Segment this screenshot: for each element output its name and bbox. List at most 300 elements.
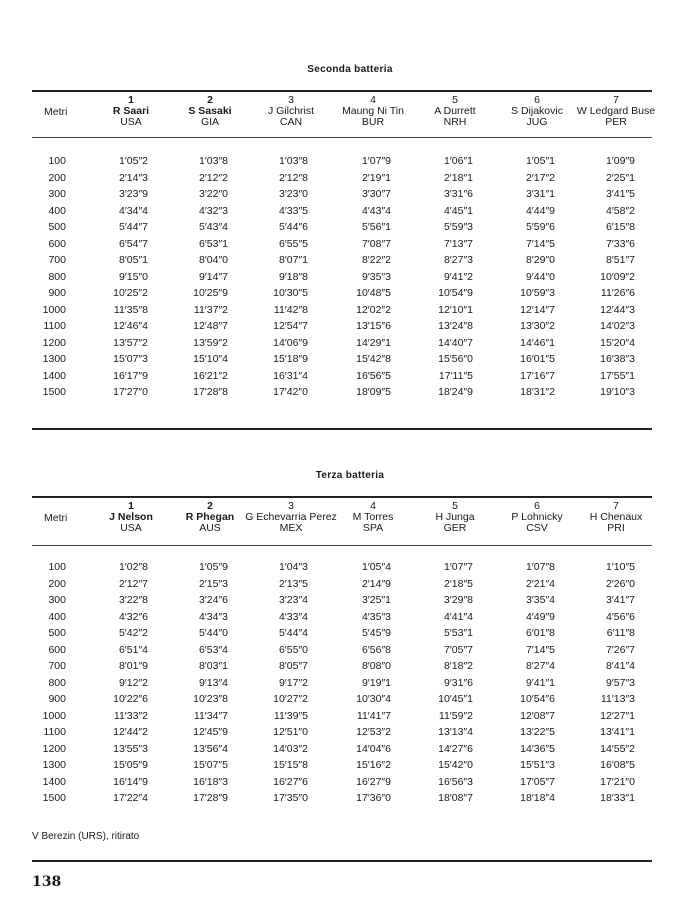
split-time-cell: 15′18″9 xyxy=(273,353,308,365)
split-time-cell: 10′54″6 xyxy=(520,693,555,705)
distance-cell: 800 xyxy=(48,270,66,283)
distance-cell: 1100 xyxy=(43,320,66,332)
table-row xyxy=(0,743,700,760)
table-row xyxy=(0,594,700,611)
table-row xyxy=(0,370,700,387)
table-row xyxy=(0,353,700,370)
split-time-cell: 17′28″9 xyxy=(193,792,228,804)
split-time-cell: 6′01″8 xyxy=(525,627,555,639)
split-time-cell: 15′16″2 xyxy=(356,759,391,771)
split-time-cell: 13′56″4 xyxy=(193,742,228,755)
header-bottom-rule xyxy=(32,545,652,546)
split-time-cell: 12′45″9 xyxy=(193,726,228,738)
split-time-cell: 2′19″1 xyxy=(361,171,391,184)
table-row xyxy=(0,238,700,255)
split-time-cell: 10′23″8 xyxy=(193,693,228,705)
split-time-cell: 1′07″7 xyxy=(443,561,473,573)
split-time-cell: 9′19″1 xyxy=(361,676,391,689)
split-time-cell: 8′04″0 xyxy=(198,254,228,266)
split-time-cell: 2′14″9 xyxy=(361,577,391,590)
split-time-cell: 17′35″0 xyxy=(273,792,308,804)
distance-cell: 1200 xyxy=(42,336,66,349)
distance-cell: 700 xyxy=(48,660,66,672)
split-time-cell: 17′27″0 xyxy=(113,386,148,398)
table-row xyxy=(0,759,700,776)
distance-cell: 1300 xyxy=(42,759,66,771)
split-time-cell: 2′18″1 xyxy=(443,171,473,184)
distance-cell: 1000 xyxy=(42,709,66,722)
split-time-cell: 1′10″5 xyxy=(605,561,635,573)
split-time-cell: 12′08″7 xyxy=(520,709,555,722)
split-time-cell: 3′22″0 xyxy=(198,188,228,200)
split-time-cell: 6′56″8 xyxy=(361,643,391,656)
split-time-cell: 11′34″7 xyxy=(193,709,228,722)
heat-position: 6 xyxy=(534,94,540,106)
athlete-nation: USA xyxy=(120,116,142,128)
distance-cell: 1300 xyxy=(42,353,66,365)
split-time-cell: 8′05″7 xyxy=(278,660,308,672)
split-time-cell: 1′09″9 xyxy=(605,155,635,167)
distance-cell: 900 xyxy=(48,287,66,299)
athlete-name: R Saari xyxy=(112,105,150,117)
split-time-cell: 13′59″2 xyxy=(193,336,228,349)
split-time-cell: 3′30″7 xyxy=(361,188,391,200)
athlete-name: H Chenaux xyxy=(589,511,643,523)
split-time-cell: 1′05″9 xyxy=(198,561,228,573)
split-time-cell: 7′33″6 xyxy=(605,237,635,250)
split-time-cell: 3′25″1 xyxy=(361,594,391,606)
split-time-cell: 4′41″4 xyxy=(443,610,473,623)
split-time-cell: 5′44″7 xyxy=(118,221,148,233)
split-time-cell: 16′56″3 xyxy=(438,775,473,788)
heat-position: 1 xyxy=(128,94,134,106)
athlete-name: A Durrett xyxy=(434,105,476,117)
split-time-cell: 12′27″1 xyxy=(600,709,635,722)
split-time-cell: 15′20″4 xyxy=(600,336,635,349)
heat-position: 2 xyxy=(207,94,213,106)
split-time-cell: 19′10″3 xyxy=(600,386,635,398)
distance-cell: 200 xyxy=(48,171,66,184)
distance-cell: 900 xyxy=(48,693,66,705)
heat-position: 7 xyxy=(613,500,619,512)
split-time-cell: 16′14″9 xyxy=(113,775,148,788)
split-time-cell: 4′34″4 xyxy=(118,204,148,217)
distance-cell: 500 xyxy=(48,627,66,639)
distance-cell: 100 xyxy=(48,561,66,573)
heat-position: 5 xyxy=(452,500,458,512)
split-time-cell: 1′03″8 xyxy=(278,155,308,167)
distance-cell: 100 xyxy=(48,155,66,167)
split-time-cell: 1′06″1 xyxy=(443,155,473,167)
distance-cell: 500 xyxy=(48,221,66,233)
split-time-cell: 17′16″7 xyxy=(520,369,555,382)
split-time-cell: 5′56″1 xyxy=(361,221,391,233)
split-time-cell: 11′39″5 xyxy=(273,709,308,722)
split-time-cell: 13′55″3 xyxy=(113,742,148,755)
metri-header: Metri xyxy=(44,512,68,524)
split-time-cell: 6′51″4 xyxy=(118,643,148,656)
athlete-name: J Nelson xyxy=(109,511,153,523)
split-time-cell: 3′41″7 xyxy=(605,594,635,606)
split-time-cell: 11′13″3 xyxy=(600,693,635,705)
split-time-cell: 16′27″9 xyxy=(356,775,391,788)
split-time-cell: 1′02″8 xyxy=(118,561,148,573)
split-time-cell: 8′07″1 xyxy=(278,254,308,266)
split-time-cell: 1′03″8 xyxy=(198,155,228,167)
split-time-cell: 17′05″7 xyxy=(520,775,555,788)
split-time-cell: 6′53″4 xyxy=(198,643,228,656)
heat-position: 4 xyxy=(370,500,376,512)
table-row xyxy=(0,611,700,628)
split-time-cell: 8′41″4 xyxy=(605,660,635,672)
distance-cell: 800 xyxy=(48,676,66,689)
split-time-cell: 17′22″4 xyxy=(113,792,148,804)
split-time-cell: 2′15″3 xyxy=(198,577,228,590)
split-time-cell: 10′25″9 xyxy=(193,287,228,299)
distance-cell: 300 xyxy=(48,594,66,606)
split-time-cell: 14′27″6 xyxy=(438,742,473,755)
split-time-cell: 2′17″2 xyxy=(525,171,555,184)
split-time-cell: 2′12″2 xyxy=(198,171,228,184)
split-time-cell: 2′26″0 xyxy=(605,577,635,590)
athlete-name: S Sasaki xyxy=(188,105,232,117)
split-time-cell: 4′43″4 xyxy=(361,204,391,217)
split-time-cell: 14′29″1 xyxy=(356,336,391,349)
athlete-nation: CAN xyxy=(279,116,303,128)
split-time-cell: 9′18″8 xyxy=(278,270,308,283)
split-time-cell: 6′15″8 xyxy=(605,221,635,233)
split-time-cell: 14′55″2 xyxy=(600,742,635,755)
table-bottom-rule xyxy=(32,428,652,430)
distance-cell: 1400 xyxy=(42,775,66,788)
split-time-cell: 10′25″2 xyxy=(113,287,148,299)
split-time-cell: 9′35″3 xyxy=(361,270,391,283)
split-time-cell: 5′59″6 xyxy=(525,221,555,233)
split-time-cell: 10′30″5 xyxy=(273,287,308,299)
athlete-name: H Junga xyxy=(435,511,475,523)
split-time-cell: 4′35″3 xyxy=(361,610,391,623)
table-row xyxy=(0,792,700,809)
split-time-cell: 16′21″2 xyxy=(193,369,228,382)
split-time-cell: 1′05″1 xyxy=(525,155,555,167)
split-time-cell: 17′55″1 xyxy=(600,369,635,382)
split-time-cell: 8′22″2 xyxy=(361,254,391,266)
split-time-cell: 1′07″9 xyxy=(361,155,391,167)
split-time-cell: 9′15″0 xyxy=(118,270,148,283)
table-row xyxy=(0,693,700,710)
athlete-nation: MEX xyxy=(279,522,303,534)
table-row xyxy=(0,155,700,172)
split-time-cell: 8′27″4 xyxy=(525,660,555,672)
split-time-cell: 9′41″1 xyxy=(525,676,555,689)
split-time-cell: 2′14″3 xyxy=(118,171,148,184)
split-time-cell: 11′37″2 xyxy=(193,303,228,316)
split-time-cell: 18′33″1 xyxy=(600,792,635,804)
split-time-cell: 3′23″4 xyxy=(278,594,308,606)
table-row xyxy=(0,644,700,661)
split-time-cell: 5′44″4 xyxy=(278,627,308,639)
split-time-cell: 5′42″2 xyxy=(118,627,148,639)
split-time-cell: 9′14″7 xyxy=(198,270,228,283)
split-time-cell: 12′14″7 xyxy=(520,303,555,316)
split-time-cell: 12′10″1 xyxy=(438,303,473,316)
split-time-cell: 16′08″5 xyxy=(600,759,635,771)
table-row xyxy=(0,304,700,321)
split-time-cell: 8′18″2 xyxy=(443,660,473,672)
split-time-cell: 14′36″5 xyxy=(520,742,555,755)
split-time-cell: 13′41″1 xyxy=(600,726,635,738)
split-time-cell: 11′26″6 xyxy=(600,287,635,299)
split-time-cell: 17′21″0 xyxy=(600,775,635,788)
distance-cell: 1100 xyxy=(43,726,66,738)
split-time-cell: 10′22″6 xyxy=(113,693,148,705)
table-row xyxy=(0,776,700,793)
split-time-cell: 15′10″4 xyxy=(193,353,228,365)
athlete-nation: PRI xyxy=(607,522,625,534)
table-row xyxy=(0,172,700,189)
split-time-cell: 13′57″2 xyxy=(113,336,148,349)
split-time-cell: 1′05″4 xyxy=(361,561,391,573)
distance-cell: 600 xyxy=(48,237,66,250)
split-time-cell: 6′55″5 xyxy=(278,237,308,250)
table-row xyxy=(0,188,700,205)
split-time-cell: 6′11″8 xyxy=(606,627,635,639)
split-time-cell: 5′44″0 xyxy=(198,627,228,639)
split-time-cell: 16′18″3 xyxy=(193,775,228,788)
split-time-cell: 14′46″1 xyxy=(520,336,555,349)
split-time-cell: 8′51″7 xyxy=(605,254,635,266)
athlete-nation: GIA xyxy=(200,116,220,128)
split-time-cell: 11′35″8 xyxy=(113,303,148,316)
split-time-cell: 17′11″5 xyxy=(438,369,473,382)
athlete-name: Maung Ni Tin xyxy=(342,105,404,117)
split-time-cell: 8′01″9 xyxy=(118,660,148,672)
split-time-cell: 4′45″1 xyxy=(443,204,473,217)
distance-cell: 1200 xyxy=(42,742,66,755)
split-time-cell: 10′27″2 xyxy=(273,693,308,705)
split-time-cell: 14′06″9 xyxy=(273,336,308,349)
athlete-nation: GER xyxy=(443,522,467,534)
split-time-cell: 13′24″8 xyxy=(438,320,473,332)
split-time-cell: 12′51″0 xyxy=(273,726,308,738)
split-time-cell: 9′13″4 xyxy=(198,676,228,689)
distance-cell: 1000 xyxy=(42,303,66,316)
split-time-cell: 12′48″7 xyxy=(193,320,228,332)
athlete-nation: USA xyxy=(120,522,142,534)
split-time-cell: 8′03″1 xyxy=(198,660,228,672)
split-time-cell: 15′51″3 xyxy=(520,759,555,771)
split-time-cell: 7′26″7 xyxy=(605,643,635,656)
split-time-cell: 18′24″9 xyxy=(438,386,473,398)
split-time-cell: 16′31″4 xyxy=(273,369,308,382)
heat-position: 7 xyxy=(613,94,619,106)
split-time-cell: 1′05″2 xyxy=(118,155,148,167)
split-time-cell: 15′07″5 xyxy=(193,759,228,771)
split-time-cell: 4′58″2 xyxy=(605,204,635,217)
split-time-cell: 16′56″5 xyxy=(356,369,391,382)
split-time-cell: 9′12″2 xyxy=(118,676,148,689)
split-time-cell: 4′49″9 xyxy=(525,610,555,623)
distance-cell: 1400 xyxy=(42,369,66,382)
split-time-cell: 12′54″7 xyxy=(273,320,308,332)
table-row xyxy=(0,726,700,743)
split-time-cell: 5′53″1 xyxy=(443,627,473,639)
split-time-cell: 13′30″2 xyxy=(520,320,555,332)
split-time-cell: 1′04″3 xyxy=(278,561,308,573)
split-time-cell: 3′41″5 xyxy=(605,188,635,200)
heat-position: 1 xyxy=(128,500,134,512)
split-time-cell: 4′32″3 xyxy=(198,204,228,217)
split-time-cell: 3′22″8 xyxy=(118,594,148,606)
split-time-cell: 12′44″2 xyxy=(113,726,148,738)
split-time-cell: 14′04″6 xyxy=(356,742,391,755)
table-row xyxy=(0,627,700,644)
split-time-cell: 12′02″2 xyxy=(356,303,391,316)
header-top-rule xyxy=(32,496,652,498)
split-time-cell: 4′44″9 xyxy=(525,204,555,217)
table-title: Terza batteria xyxy=(315,470,385,481)
distance-cell: 200 xyxy=(48,577,66,590)
split-time-cell: 6′53″1 xyxy=(198,237,228,250)
split-time-cell: 3′24″6 xyxy=(198,594,228,606)
page-number: 138 xyxy=(32,874,62,890)
split-time-cell: 13′13″4 xyxy=(438,726,473,738)
distance-cell: 700 xyxy=(48,254,66,266)
split-time-cell: 6′55″0 xyxy=(278,643,308,656)
split-time-cell: 7′08″7 xyxy=(361,237,391,250)
split-time-cell: 11′42″8 xyxy=(273,303,308,316)
athlete-nation: SPA xyxy=(362,522,384,534)
split-time-cell: 2′13″5 xyxy=(278,577,308,590)
split-time-cell: 3′31″6 xyxy=(443,188,473,200)
split-time-cell: 18′18″4 xyxy=(520,792,555,804)
split-time-cell: 7′14″5 xyxy=(525,643,555,656)
header-top-rule xyxy=(32,90,652,92)
split-time-cell: 9′44″0 xyxy=(525,270,555,283)
split-time-cell: 18′31″2 xyxy=(520,386,555,398)
table-row xyxy=(0,677,700,694)
table-row xyxy=(0,578,700,595)
split-time-cell: 18′09″5 xyxy=(356,386,391,398)
distance-cell: 400 xyxy=(48,204,66,217)
split-time-cell: 8′08″0 xyxy=(361,660,391,672)
athlete-name: J Gilchrist xyxy=(267,105,315,117)
split-time-cell: 16′27″6 xyxy=(273,775,308,788)
table-row xyxy=(0,337,700,354)
split-time-cell: 10′54″9 xyxy=(438,287,473,299)
split-time-cell: 15′05″9 xyxy=(113,759,148,771)
split-time-cell: 4′56″6 xyxy=(605,610,635,623)
split-time-cell: 13′22″5 xyxy=(520,726,555,738)
heat-position: 3 xyxy=(288,500,294,512)
table-row xyxy=(0,271,700,288)
split-time-cell: 6′54″7 xyxy=(118,237,148,250)
split-time-cell: 9′31″6 xyxy=(443,676,473,689)
table-row xyxy=(0,320,700,337)
distance-cell: 300 xyxy=(48,188,66,200)
split-time-cell: 9′17″2 xyxy=(278,676,308,689)
split-time-cell: 5′45″9 xyxy=(361,627,391,639)
split-time-cell: 8′27″3 xyxy=(443,254,473,266)
split-time-cell: 8′05″1 xyxy=(118,254,148,266)
table-title: Seconda batteria xyxy=(307,64,393,75)
column-header xyxy=(556,95,676,128)
distance-cell: 600 xyxy=(48,643,66,656)
split-time-cell: 16′01″5 xyxy=(520,353,555,365)
table-row xyxy=(0,254,700,271)
table-row xyxy=(0,221,700,238)
heat-position: 6 xyxy=(534,500,540,512)
split-time-cell: 4′32″6 xyxy=(118,610,148,623)
retired-note: V Berezin (URS), ritirato xyxy=(32,831,140,842)
split-time-cell: 13′15″6 xyxy=(356,320,391,332)
split-time-cell: 11′41″7 xyxy=(356,709,391,722)
split-time-cell: 2′12″8 xyxy=(278,171,308,184)
split-time-cell: 9′57″3 xyxy=(605,676,635,689)
split-time-cell: 9′41″2 xyxy=(443,270,473,283)
split-time-cell: 14′03″2 xyxy=(273,742,308,755)
table-row xyxy=(0,660,700,677)
split-time-cell: 4′33″4 xyxy=(278,610,308,623)
split-time-cell: 7′05″7 xyxy=(443,643,473,656)
table-row xyxy=(0,205,700,222)
table-row xyxy=(0,386,700,403)
footer-rule xyxy=(32,860,652,862)
split-time-cell: 17′42″0 xyxy=(273,386,308,398)
split-time-cell: 5′59″3 xyxy=(443,221,473,233)
table-row xyxy=(0,561,700,578)
split-time-cell: 3′29″8 xyxy=(443,594,473,606)
split-time-cell: 15′56″0 xyxy=(438,353,473,365)
metri-header: Metri xyxy=(44,106,68,118)
split-time-cell: 2′18″5 xyxy=(443,577,473,590)
athlete-name: G Echevarria Perez xyxy=(245,511,337,523)
header-bottom-rule xyxy=(32,137,652,138)
athlete-name: W Ledgard Buse xyxy=(576,105,656,117)
split-time-cell: 15′42″8 xyxy=(356,353,391,365)
split-time-cell: 2′12″7 xyxy=(118,577,148,590)
split-time-cell: 7′13″7 xyxy=(443,237,473,250)
heat-position: 4 xyxy=(370,94,376,106)
split-time-cell: 2′25″1 xyxy=(605,171,635,184)
split-time-cell: 15′07″3 xyxy=(113,353,148,365)
split-time-cell: 3′23″0 xyxy=(278,188,308,200)
column-header xyxy=(556,501,676,534)
split-time-cell: 15′15″8 xyxy=(273,759,308,771)
athlete-nation: PER xyxy=(605,116,627,128)
athlete-nation: AUS xyxy=(199,522,221,534)
split-time-cell: 4′33″5 xyxy=(278,204,308,217)
split-time-cell: 10′48″5 xyxy=(356,287,391,299)
athlete-name: M Torres xyxy=(352,511,394,523)
split-time-cell: 2′21″4 xyxy=(525,577,555,590)
split-time-cell: 3′31″1 xyxy=(525,188,555,200)
athlete-name: R Phegan xyxy=(185,511,235,523)
split-time-cell: 18′08″7 xyxy=(438,792,473,804)
split-time-cell: 16′17″9 xyxy=(113,369,148,382)
split-time-cell: 10′59″3 xyxy=(520,287,555,299)
split-time-cell: 4′34″3 xyxy=(198,610,228,623)
athlete-nation: BUR xyxy=(361,116,385,128)
split-time-cell: 12′46″4 xyxy=(113,320,148,332)
heat-position: 2 xyxy=(207,500,213,512)
split-time-cell: 5′43″4 xyxy=(198,221,228,233)
athlete-nation: JUG xyxy=(526,116,548,128)
split-time-cell: 8′29″0 xyxy=(525,254,555,266)
split-time-cell: 10′45″1 xyxy=(438,693,473,705)
athlete-nation: CSV xyxy=(526,522,548,534)
athlete-name: P Lohnicky xyxy=(511,511,563,523)
